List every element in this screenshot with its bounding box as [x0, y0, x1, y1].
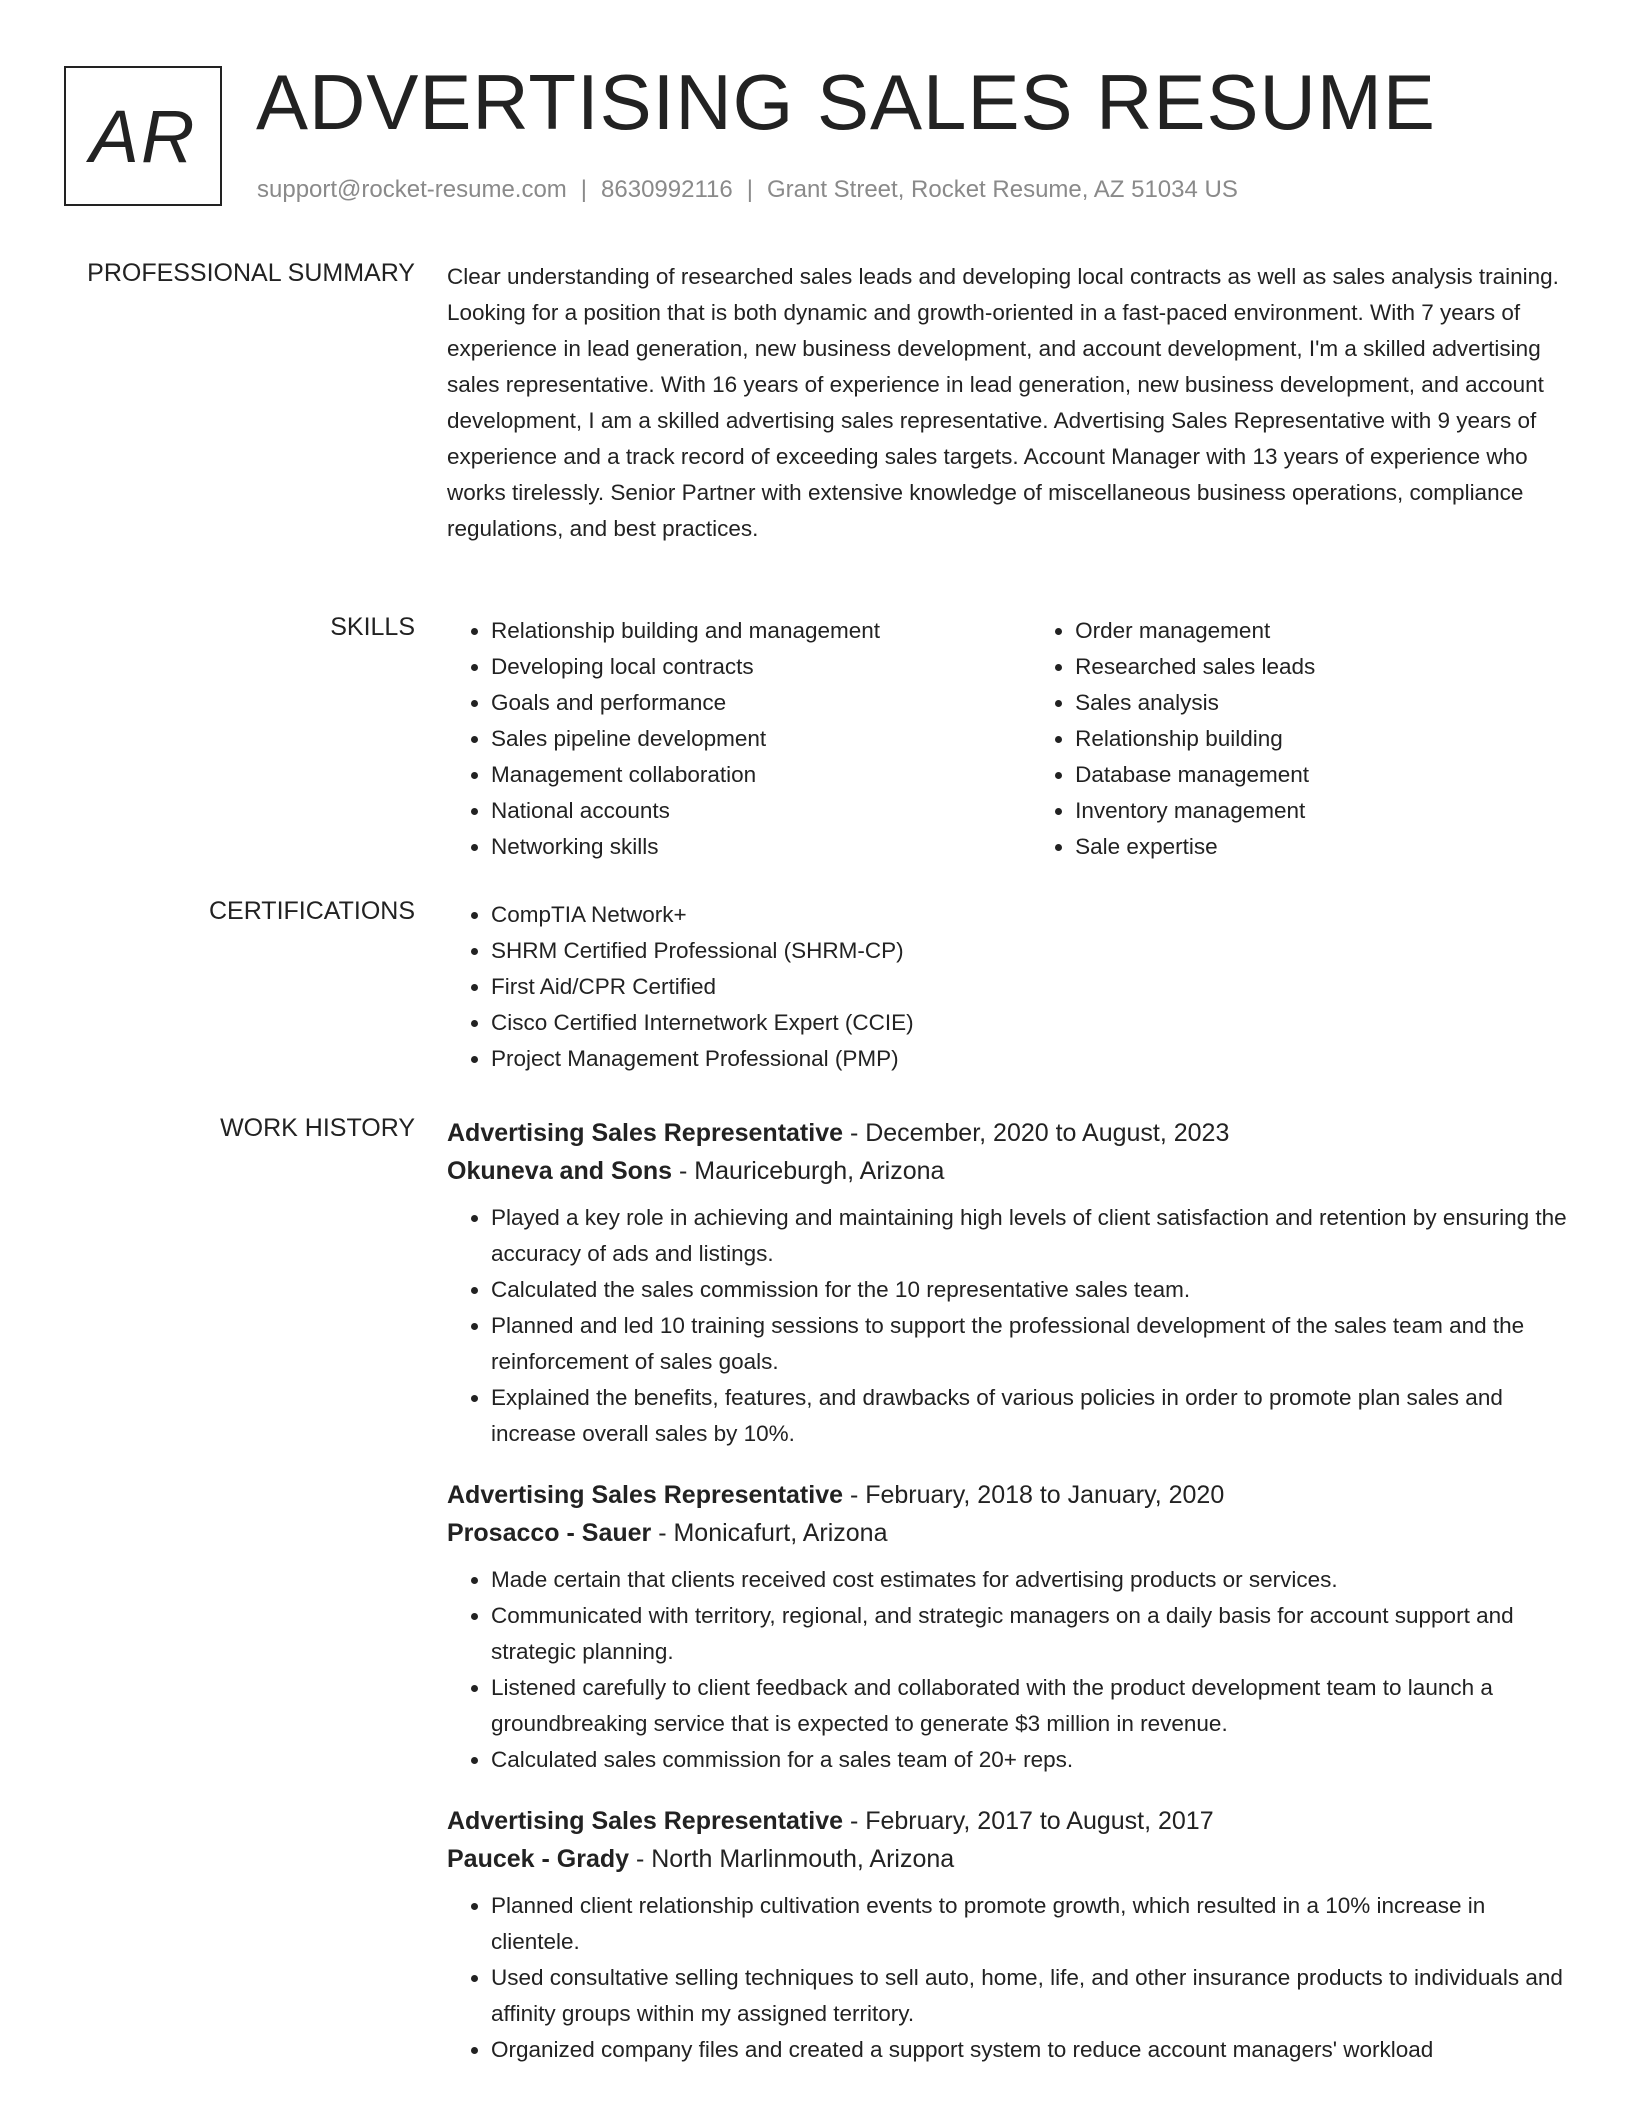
job-bullet: • Communicated with territory, regional, and strategic managers on a daily basis for account support and strategic planning.: [491, 1598, 1567, 1670]
skill-item: • Relationship building: [1075, 721, 1567, 757]
skill-item: • Researched sales leads: [1075, 649, 1567, 685]
job-bullets: [447, 1888, 1567, 2068]
job-bullet: • Listened carefully to client feedback and collaborated with the product development team to launch a groundbreaking service that is expected to generate $3 million in revenue.: [491, 1670, 1567, 1742]
contact-line: [257, 176, 1238, 204]
skill-item: • Order management: [1075, 613, 1567, 649]
skill-item: • Sales pipeline development: [491, 721, 1031, 757]
job-dates: - February, 2018 to January, 2020: [843, 1481, 1225, 1509]
job-bullet: • Planned client relationship cultivation events to promote growth, which resulted in a 10% increase in clientele.: [491, 1888, 1567, 1960]
skill-item: • Inventory management: [1075, 793, 1567, 829]
job-entry: [447, 1114, 1567, 1452]
job-bullet: • Calculated the sales commission for the 10 representative sales team.: [491, 1272, 1567, 1308]
section-label: SKILLS: [330, 613, 415, 641]
resume-title: ADVERTISING SALES RESUME: [256, 58, 1436, 146]
section-label: CERTIFICATIONS: [208, 897, 415, 925]
job-company: Prosacco - Sauer: [447, 1519, 652, 1547]
job-company-line: [447, 1514, 1567, 1552]
contact-phone: 8630992116: [601, 176, 733, 203]
job-bullets: [447, 1562, 1567, 1778]
job-bullet: • Explained the benefits, features, and drawbacks of various policies in order to promote plan sales and increase overall sales by 10%.: [491, 1380, 1567, 1452]
skill-item: • Database management: [1075, 757, 1567, 793]
monogram: AR: [64, 66, 222, 206]
job-bullet: • Played a key role in achieving and maintaining high levels of client satisfaction and retention by ensuring the accuracy of ads and listings.: [491, 1200, 1567, 1272]
certification-item: • Project Management Professional (PMP): [491, 1041, 1567, 1077]
job-bullet: • Organized company files and created a support system to reduce account managers' workload: [491, 2032, 1567, 2068]
job-title: Advertising Sales Representative: [447, 1481, 843, 1509]
section-label: PROFESSIONAL SUMMARY: [87, 259, 415, 287]
skill-item: • Developing local contracts: [491, 649, 1031, 685]
job-company-line: [447, 1840, 1567, 1878]
skill-item: • Management collaboration: [491, 757, 1031, 793]
skill-item: • Sale expertise: [1075, 829, 1567, 865]
job-dates: - December, 2020 to August, 2023: [843, 1119, 1230, 1147]
certification-item: • CompTIA Network+: [491, 897, 1567, 933]
job-title: Advertising Sales Representative: [447, 1807, 843, 1835]
contact-address: Grant Street, Rocket Resume, AZ 51034 US: [766, 176, 1238, 203]
skills-list-left: [447, 613, 1031, 865]
job-bullets: [447, 1200, 1567, 1452]
job-location: - Mauriceburgh, Arizona: [672, 1157, 945, 1185]
certification-item: • SHRM Certified Professional (SHRM-CP): [491, 933, 1567, 969]
job-title-line: [447, 1802, 1567, 1840]
skills-list-right: [1031, 613, 1567, 865]
contact-separator: |: [580, 176, 588, 203]
skill-item: • Sales analysis: [1075, 685, 1567, 721]
certifications-list: [447, 897, 1567, 1077]
job-company: Paucek - Grady: [447, 1845, 630, 1873]
skill-item: • National accounts: [491, 793, 1031, 829]
job-bullet: • Used consultative selling techniques to sell auto, home, life, and other insurance products to individuals and affinity groups within my assigned territory.: [491, 1960, 1567, 2032]
job-location: - Monicafurt, Arizona: [651, 1519, 888, 1547]
job-location: - North Marlinmouth, Arizona: [629, 1845, 955, 1873]
summary-text: Clear understanding of researched sales leads and developing local contracts as well as sales analysis training. Looking for a position that is both dynamic and growth-oriented in a fast-paced environment. With 7 years of experience in lead generation, new business development, and account development, I'm a skilled advertising sales representative. With 16 years of experience in lead generation, new business development, and account development, I am a skilled advertising sales representative. Advertising Sales Representative with 9 years of experience and a track record of exceeding sales targets. Account Manager with 13 years of experience who works tirelessly. Senior Partner with extensive knowledge of miscellaneous business operations, compliance regulations, and best practices.: [447, 264, 1559, 541]
job-bullet: • Planned and led 10 training sessions to support the professional development of the sales team and the reinforcement of sales goals.: [491, 1308, 1567, 1380]
job-company-line: [447, 1152, 1567, 1190]
job-title-line: [447, 1476, 1567, 1514]
job-bullet: • Calculated sales commission for a sales team of 20+ reps.: [491, 1742, 1567, 1778]
job-dates: - February, 2017 to August, 2017: [843, 1807, 1214, 1835]
certification-item: • Cisco Certified Internetwork Expert (CCIE): [491, 1005, 1567, 1041]
contact-separator: |: [746, 176, 753, 203]
job-bullet: • Made certain that clients received cost estimates for advertising products or services.: [491, 1562, 1567, 1598]
skill-item: • Relationship building and management: [491, 613, 1031, 649]
skill-item: • Networking skills: [491, 829, 1031, 865]
certification-item: • First Aid/CPR Certified: [491, 969, 1567, 1005]
job-title-line: [447, 1114, 1567, 1152]
contact-email[interactable]: support@rocket-resume.com: [257, 176, 567, 203]
job-entry: [447, 1476, 1567, 1778]
job-company: Okuneva and Sons: [447, 1157, 673, 1185]
skill-item: • Goals and performance: [491, 685, 1031, 721]
job-title: Advertising Sales Representative: [447, 1119, 843, 1147]
job-entry: [447, 1802, 1567, 2068]
section-label: WORK HISTORY: [220, 1114, 415, 1142]
